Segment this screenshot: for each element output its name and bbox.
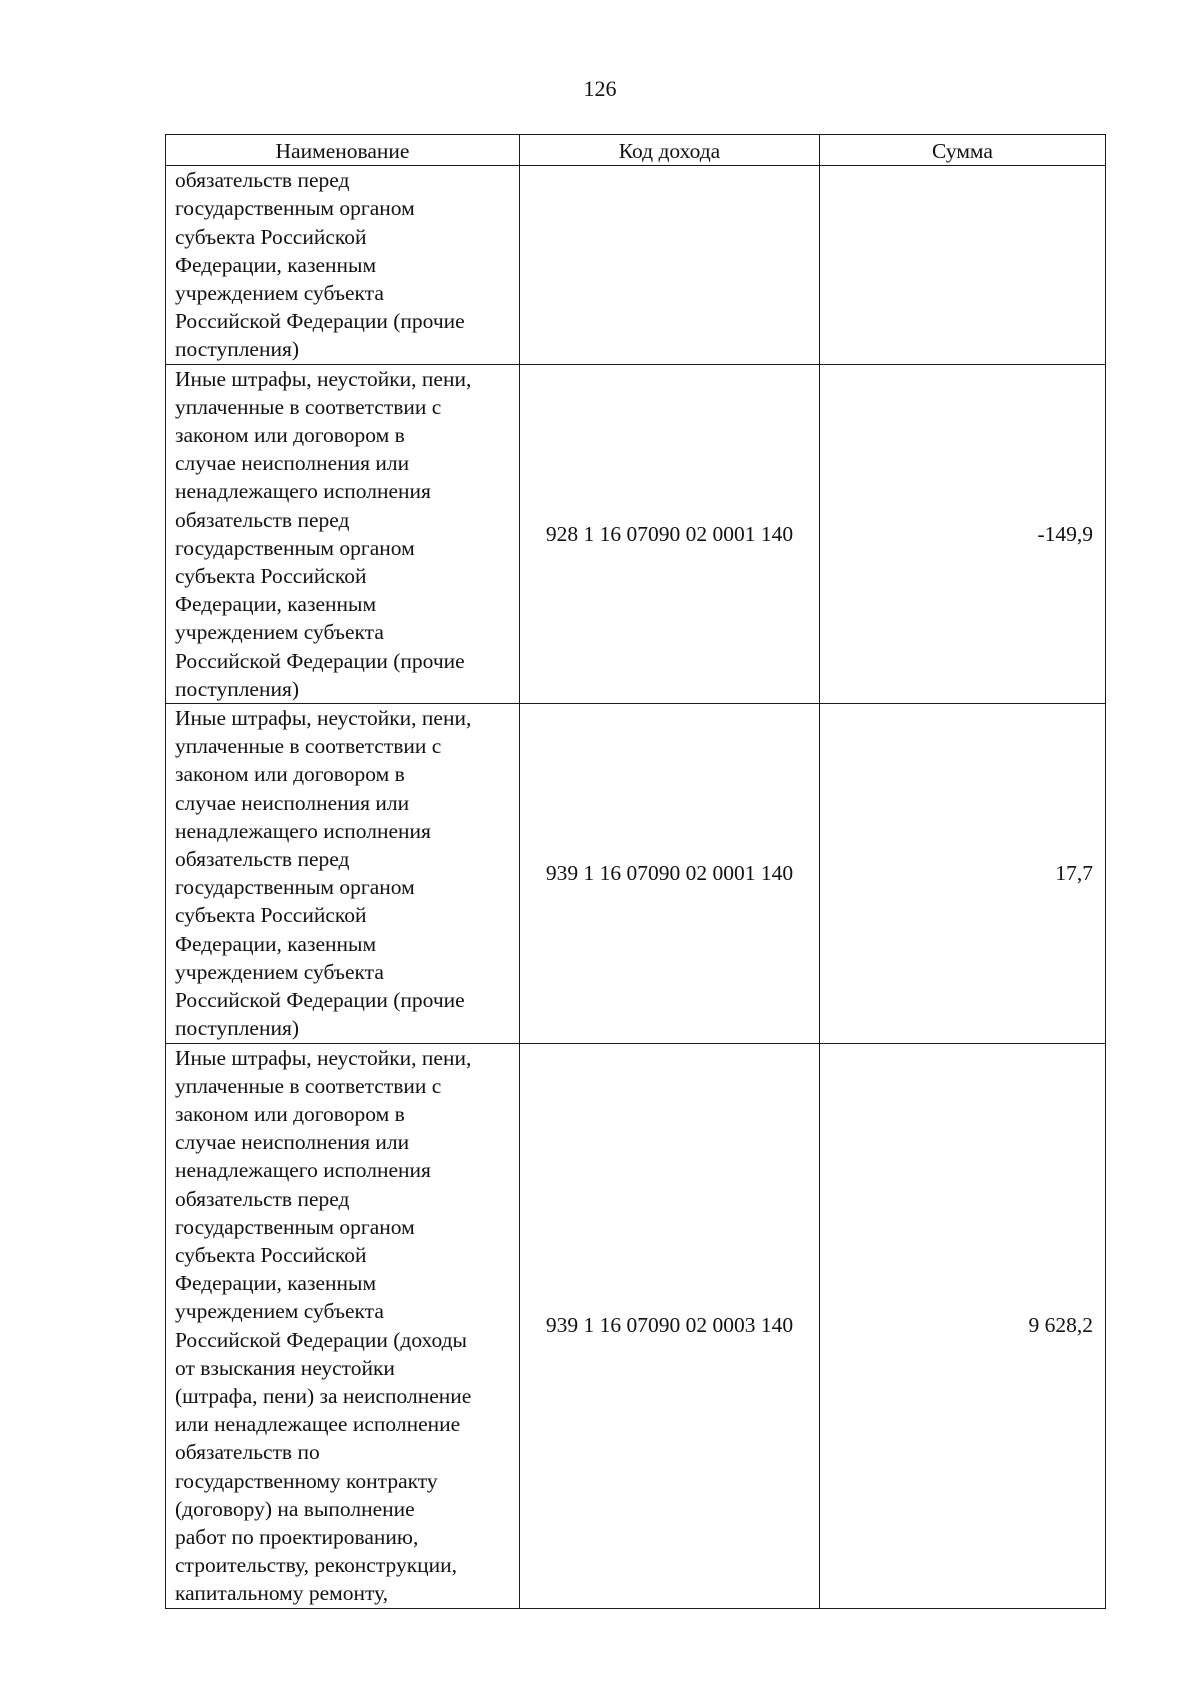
cell-code: 928 1 16 07090 02 0001 140 xyxy=(520,364,820,703)
cell-code: 939 1 16 07090 02 0001 140 xyxy=(520,704,820,1043)
cell-name: Иные штрафы, неустойки, пени, уплаченные в соответствии с законом или договором в случае неисполнения или ненадлежащего исполнения обязательств перед государственным органом субъекта Российской Федерации, казенным учреждением субъекта Российской Федерации (доходы от взыскания неустойки (штрафа, пени) за неисполнение или ненадлежащее исполнение обязательств по государственному контракту (договору) на выполнение работ по проектированию, строительству, реконструкции, капитальному ремонту, xyxy=(166,1043,520,1608)
column-header-code: Код дохода xyxy=(520,135,820,166)
cell-name: Иные штрафы, неустойки, пени, уплаченные в соответствии с законом или договором в случае неисполнения или ненадлежащего исполнения обязательств перед государственным органом субъекта Российской Федерации, казенным учреждением субъекта Российской Федерации (прочие поступления) xyxy=(166,704,520,1043)
table-header-row xyxy=(166,135,1106,166)
column-header-name: Наименование xyxy=(166,135,520,166)
cell-code: 939 1 16 07090 02 0003 140 xyxy=(520,1043,820,1608)
cell-sum xyxy=(820,166,1106,364)
table-row xyxy=(166,1043,1106,1608)
table-row xyxy=(166,364,1106,703)
cell-name: Иные штрафы, неустойки, пени, уплаченные в соответствии с законом или договором в случае неисполнения или ненадлежащего исполнения обязательств перед государственным органом субъекта Российской Федерации, казенным учреждением субъекта Российской Федерации (прочие поступления) xyxy=(166,364,520,703)
cell-code xyxy=(520,166,820,364)
column-header-sum: Сумма xyxy=(820,135,1106,166)
table-row xyxy=(166,704,1106,1043)
cell-name: обязательств перед государственным органом субъекта Российской Федерации, казенным учреждением субъекта Российской Федерации (прочие поступления) xyxy=(166,166,520,364)
cell-sum: -149,9 xyxy=(820,364,1106,703)
table-row xyxy=(166,166,1106,364)
page-number: 126 xyxy=(583,76,617,101)
income-table xyxy=(165,134,1106,1609)
cell-sum: 9 628,2 xyxy=(820,1043,1106,1608)
cell-sum: 17,7 xyxy=(820,704,1106,1043)
